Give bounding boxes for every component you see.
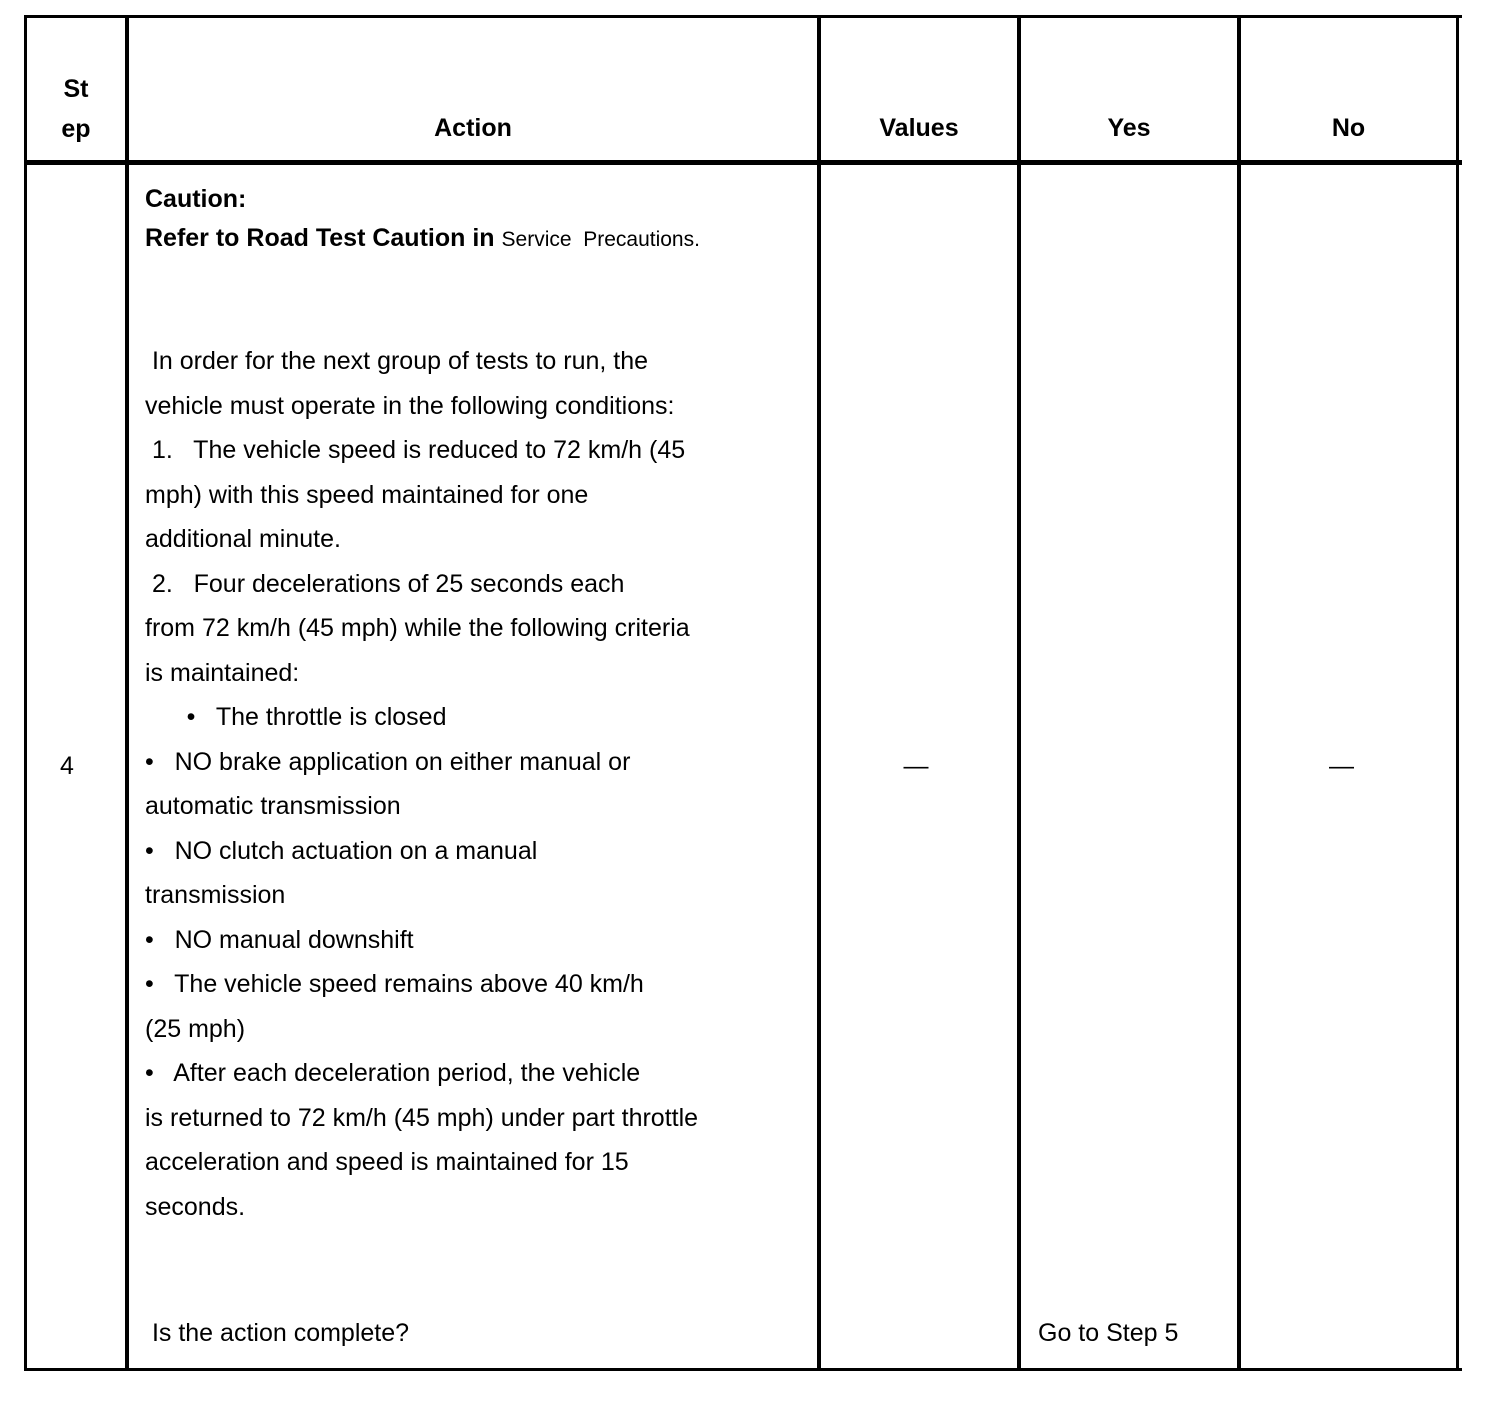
table-top-border [24,15,1462,18]
values-cell: — [903,752,929,780]
header-yes: Yes [1107,114,1151,142]
table-right-border [1456,15,1459,1371]
table-left-border [24,15,27,1371]
action-line: 2. Four decelerations of 25 seconds each [145,569,625,598]
column-divider-step [125,15,129,1371]
action-question: Is the action complete? [145,1319,410,1347]
action-line: • After each deceleration period, the vehicle [145,1059,641,1087]
action-line: mph) with this speed maintained for one [145,480,589,509]
action-line: acceleration and speed is maintained for 15 [145,1148,629,1176]
action-line: • The vehicle speed remains above 40 km/h [145,970,644,998]
action-line: • NO manual downshift [145,925,414,954]
header-values: Values [879,114,959,142]
action-line: vehicle must operate in the following conditions: [145,391,675,420]
action-line: automatic transmission [145,792,401,820]
column-divider-yes [1237,15,1241,1371]
caution-line [145,219,805,259]
service-precautions-link[interactable]: Service Precautions. [501,228,700,251]
caution-title: Caution: [145,185,247,213]
action-line: (25 mph) [145,1014,246,1043]
no-cell: — [1329,752,1354,780]
action-line: is returned to 72 km/h (45 mph) under part throttle [145,1103,699,1132]
header-action: Action [434,114,512,142]
header-divider [24,160,1462,165]
action-line: from 72 km/h (45 mph) while the following criteria [145,614,690,642]
action-instructions [145,339,805,1229]
action-line: • NO clutch actuation on a manual [145,836,538,865]
table-bottom-border [24,1368,1462,1371]
column-divider-action [817,15,821,1371]
header-no: No [1331,114,1366,142]
header-step [27,69,125,149]
step-number: 4 [60,752,74,780]
caution-text: Refer to Road Test Caution in [145,224,495,252]
header-step-line1: St [63,75,89,103]
action-line: transmission [145,881,286,909]
action-line: seconds. [145,1192,246,1221]
yes-go-to-step-link[interactable]: Go to Step 5 [1038,1319,1179,1347]
action-line: • NO brake application on either manual or [145,747,631,776]
diagnostic-table [24,15,1462,1371]
header-step-line2: ep [61,115,91,143]
action-cell [145,180,805,1229]
action-line: 1. The vehicle speed is reduced to 72 km/h (45 [145,436,686,464]
action-line: • The throttle is closed [145,703,447,731]
column-divider-values [1017,15,1021,1371]
action-line: is maintained: [145,658,300,687]
action-line: additional minute. [145,525,341,553]
action-line: In order for the next group of tests to run, the [145,347,649,375]
